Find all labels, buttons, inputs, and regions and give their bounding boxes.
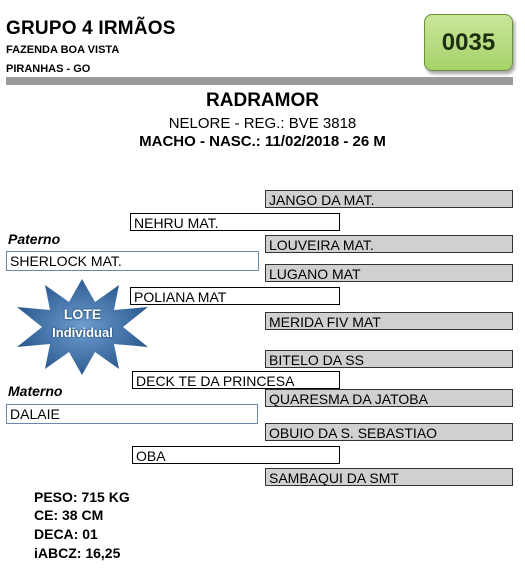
farm-name: GRUPO 4 IRMÃOS [6,18,176,39]
farm-city: PIRANHAS - GO [6,63,91,75]
badge-line2: Individual [52,325,113,340]
farm-place: FAZENDA BOA VISTA [6,44,120,56]
animal-breed-reg: NELORE - REG.: BVE 3818 [168,115,357,132]
dam-box: DALAIE [6,404,258,424]
great-grandparent-4: MERIDA FIV MAT [265,312,513,330]
materno-label: Materno [8,383,63,399]
lot-number-badge: 0035 [424,14,513,71]
paterno-label: Paterno [8,231,61,247]
great-grandparent-3: LUGANO MAT [265,264,513,282]
stat-peso: PESO: 715 KG [34,489,130,505]
sire-dam-box: POLIANA MAT [130,287,340,305]
header-divider [6,77,513,85]
animal-name: RADRAMOR [206,90,319,111]
dam-dam-box: OBA [132,446,340,464]
great-grandparent-1: JANGO DA MAT. [265,190,513,208]
dam-sire-box: DECK TE DA PRINCESA [132,371,340,389]
animal-sex-birth: MACHO - NASC.: 11/02/2018 - 26 M [139,133,386,150]
great-grandparent-5: BITELO DA SS [265,350,513,368]
stat-iabcz: iABCZ: 16,25 [34,545,121,561]
stat-deca: DECA: 01 [34,526,98,542]
badge-line1: LOTE [63,306,102,322]
great-grandparent-7: OBUIO DA S. SEBASTIAO [265,423,513,441]
great-grandparent-6: QUARESMA DA JATOBA [265,389,513,407]
sire-sire-box: NEHRU MAT. [130,213,340,231]
stat-ce: CE: 38 CM [34,507,104,523]
great-grandparent-2: LOUVEIRA MAT. [265,235,513,253]
great-grandparent-8: SAMBAQUI DA SMT [265,468,513,486]
sire-box: SHERLOCK MAT. [6,251,259,271]
